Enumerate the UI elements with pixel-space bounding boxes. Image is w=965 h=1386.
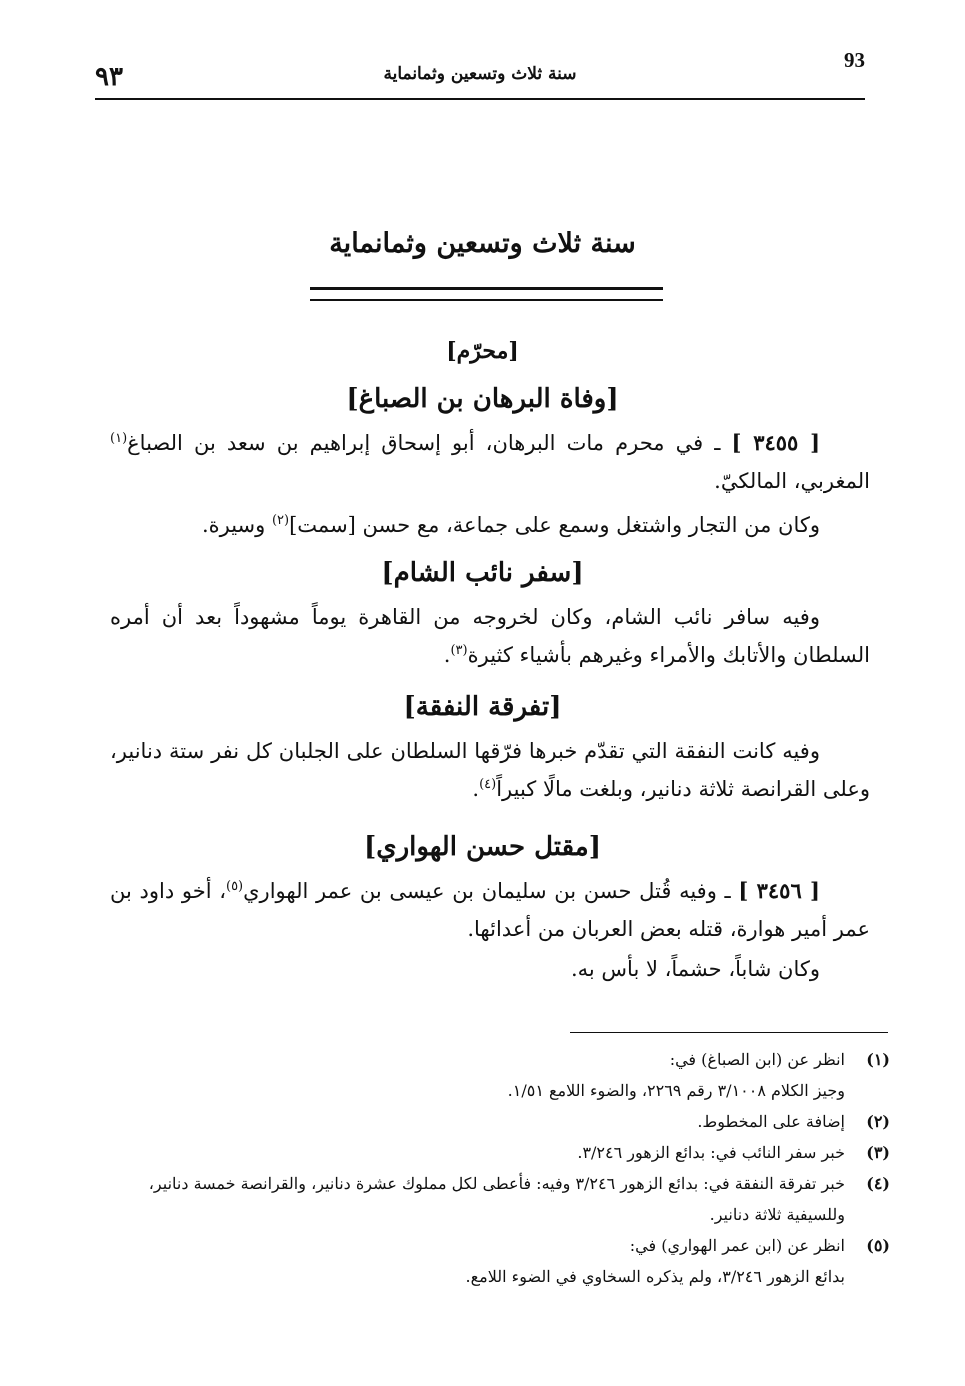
footnote-text: وجيز الكلام ٣/١٠٠٨ رقم ٢٢٦٩، والضوء اللامع ١/٥١. — [507, 1081, 845, 1100]
page-number-arabic: ٩٣ — [95, 62, 123, 92]
paragraph — [110, 872, 870, 948]
paragraph-text: وكان من التجار واشتغل وسمع على جماعة، مع حسن [سمت] — [289, 513, 820, 537]
paragraph-text: ـ في محرم مات البرهان، أبو إسحاق إبراهيم بن سعد بن الصباغ — [127, 431, 721, 455]
paragraph-text-cont: المغربي، المالكيّ. — [714, 469, 870, 493]
section-title: [مقتل حسن الهواري] — [363, 832, 602, 862]
footnote-mark: (٥) — [866, 1236, 890, 1255]
footnote-mark: (١) — [866, 1050, 890, 1069]
header-rule — [95, 98, 865, 100]
footnote — [120, 1044, 890, 1075]
footnote-rule — [570, 1032, 888, 1033]
paragraph-text-cont: . — [472, 777, 480, 801]
paragraph-text: وفيه كانت النفقة التي تقدّم خبرها فرّقها السلطان على الجلبان كل نفر ستة دنانير، وعلى القرانصة ثلاثة دنانير، وبلغت مالًا كبيراً — [110, 739, 870, 801]
footnote — [120, 1230, 890, 1261]
section-title: [وفاة البرهان بن الصباغ] — [346, 384, 619, 414]
footnote-text: إضافة على المخطوط. — [697, 1112, 845, 1131]
footnote — [120, 1168, 890, 1230]
footnote-ref: (٣) — [450, 643, 468, 658]
entry-number: [ ٣٤٥٥ ] — [731, 430, 821, 455]
footnote-mark: (٤) — [866, 1174, 890, 1193]
month-heading: [محرّم] — [446, 338, 519, 364]
footnote-ref: (١) — [110, 431, 128, 446]
paragraph-text: وفيه سافر نائب الشام، وكان لخروجه من القاهرة يوماً مشهوداً بعد أن أمره السلطان والأتابك والأمراء وغيرهم بأشياء كثيرة — [110, 605, 870, 667]
paragraph — [110, 732, 870, 808]
section-title: [تفرقة النفقة] — [403, 692, 562, 722]
paragraph-text: ـ وفيه قُتل حسن بن سليمان بن عيسى بن عمر الهواري — [243, 879, 731, 903]
footnote-text: بدائع الزهور ٣/٢٤٦، ولم يذكره السخاوي في الضوء اللامع. — [465, 1267, 845, 1286]
footnote-ref: (٤) — [479, 777, 497, 792]
footnote — [120, 1137, 890, 1168]
page-number-latin: 93 — [844, 48, 865, 72]
footnote-text: خبر تفرقة النفقة في: بدائع الزهور ٣/٢٤٦ وفيه: فأعطى لكل مملوك عشرة دنانير، والقرانصة خمسة دنانير، وللسيفية ثلاثة دنانير. — [148, 1174, 845, 1224]
running-title: سنة ثلاث وتسعين وثمانماية — [383, 64, 577, 84]
chapter-title: سنة ثلاث وتسعين وثمانماية — [329, 228, 636, 259]
footnote — [120, 1106, 890, 1137]
paragraph-text-cont: ، أخو داود بن عمر أمير هوارة، قتله بعض العربان من أعدائها. — [110, 879, 870, 941]
section-title: [سفر نائب الشام] — [381, 558, 584, 588]
title-double-rule — [310, 287, 663, 301]
paragraph-text: وكان شاباً، حشماً، لا بأس به. — [570, 957, 820, 981]
footnotes — [120, 1044, 890, 1292]
footnote-text: انظر عن (ابن الصباغ) في: — [669, 1050, 845, 1069]
footnote-text: خبر سفر النائب في: بدائع الزهور ٣/٢٤٦. — [577, 1143, 845, 1162]
footnote-mark: (٢) — [866, 1112, 890, 1131]
entry-number: [ ٣٤٥٦ ] — [738, 878, 820, 903]
paragraph — [110, 506, 870, 544]
footnote-ref: (٥) — [225, 879, 244, 894]
paragraph — [110, 424, 870, 500]
running-header — [95, 48, 865, 100]
footnote-text: انظر عن (ابن عمر الهواري) في: — [629, 1236, 845, 1255]
paragraph-text-cont: . — [443, 643, 451, 667]
paragraph — [110, 598, 870, 674]
paragraph-text-cont: وسيرة. — [201, 513, 272, 537]
footnote-ref: (٢) — [271, 513, 290, 528]
footnote-mark: (٣) — [866, 1143, 890, 1162]
paragraph — [110, 950, 870, 988]
